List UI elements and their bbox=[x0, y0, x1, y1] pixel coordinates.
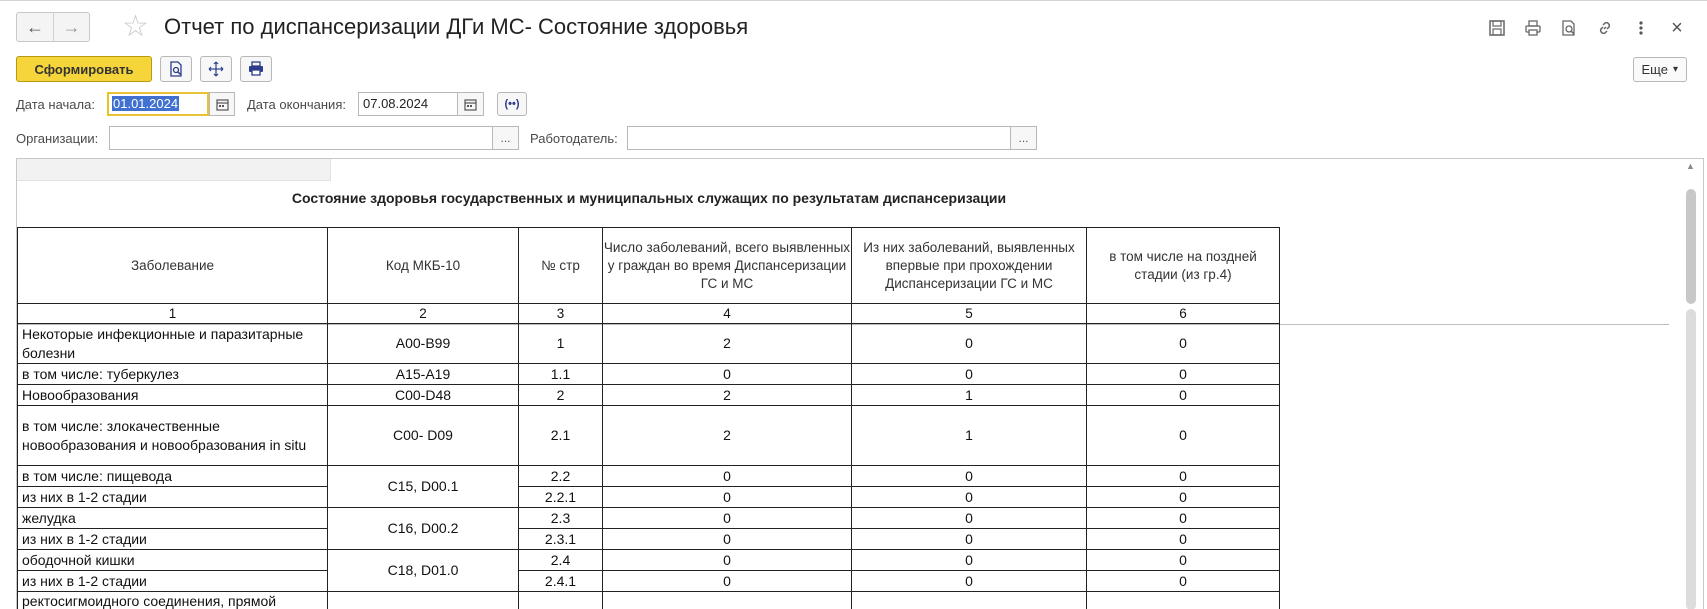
move-button[interactable] bbox=[200, 56, 232, 82]
disease-cell[interactable]: Новообразования bbox=[18, 385, 328, 406]
late-stage-cell[interactable]: 0 bbox=[1087, 529, 1280, 550]
organizations-label: Организации: bbox=[16, 131, 99, 146]
end-date-label: Дата окончания: bbox=[247, 97, 346, 112]
more-vertical-icon[interactable] bbox=[1627, 14, 1655, 42]
report-title: Состояние здоровья государственных и муниципальных служащих по результатам диспансеризации bbox=[291, 190, 1007, 206]
disease-cell[interactable]: в том числе: злокачественные новообразования и новообразования in situ bbox=[18, 406, 328, 466]
first-detected-cell[interactable]: 0 bbox=[852, 571, 1087, 592]
start-date-value: 01.01.2024 bbox=[113, 96, 179, 111]
disease-cell[interactable]: ректосигмоидного соединения, прямой bbox=[18, 592, 328, 609]
employer-select-button[interactable]: ... bbox=[1011, 126, 1037, 150]
forward-button[interactable]: → bbox=[53, 13, 89, 41]
row-number-cell[interactable]: 2.1 bbox=[519, 406, 603, 466]
total-cell[interactable]: 0 bbox=[603, 508, 852, 529]
header-late-stage: в том числе на поздней стадии (из гр.4) bbox=[1087, 228, 1280, 304]
header-disease: Заболевание bbox=[18, 228, 328, 304]
table-row bbox=[18, 324, 1280, 364]
first-detected-cell[interactable]: 1 bbox=[852, 385, 1087, 406]
icd-code-cell[interactable]: A00-B99 bbox=[328, 324, 519, 364]
report-spreadsheet[interactable] bbox=[16, 158, 1704, 609]
window-toolbar-icons bbox=[1483, 14, 1691, 42]
column-number: 4 bbox=[603, 304, 852, 324]
table-row bbox=[18, 487, 1280, 508]
move-arrows-icon bbox=[208, 61, 224, 77]
table-row bbox=[18, 571, 1280, 592]
column-number: 1 bbox=[18, 304, 328, 324]
table-row bbox=[18, 466, 1280, 487]
preview-icon[interactable] bbox=[1555, 14, 1583, 42]
first-detected-cell[interactable]: 0 bbox=[852, 550, 1087, 571]
total-cell[interactable]: 2 bbox=[603, 324, 852, 364]
header-first-detected: Из них заболеваний, выявленных впервые при прохождении Диспансеризации ГС и МС bbox=[852, 228, 1087, 304]
organizations-select-button[interactable]: ... bbox=[493, 126, 519, 150]
total-cell[interactable]: 2 bbox=[603, 385, 852, 406]
disease-cell[interactable]: ободочной кишки bbox=[18, 550, 328, 571]
column-number: 6 bbox=[1087, 304, 1280, 324]
icd-code-cell[interactable]: C00-D48 bbox=[328, 385, 519, 406]
late-stage-cell[interactable]: 0 bbox=[1087, 364, 1280, 385]
row-number-cell[interactable]: 1 bbox=[519, 324, 603, 364]
late-stage-cell[interactable]: 0 bbox=[1087, 487, 1280, 508]
column-number-row bbox=[18, 304, 1280, 324]
table-row bbox=[18, 508, 1280, 529]
find-button[interactable] bbox=[160, 56, 192, 82]
navigation-buttons bbox=[16, 12, 90, 42]
total-cell[interactable]: 0 bbox=[603, 364, 852, 385]
calendar-icon bbox=[464, 98, 477, 111]
favorite-star-icon[interactable]: ☆ bbox=[122, 10, 149, 43]
more-button[interactable] bbox=[1633, 57, 1687, 82]
window-top-border bbox=[0, 0, 1707, 1]
scrollbar-thumb[interactable] bbox=[1686, 189, 1696, 304]
icd-code-cell[interactable]: C18, D01.0 bbox=[328, 550, 519, 592]
total-cell[interactable]: 2 bbox=[603, 406, 852, 466]
first-detected-cell[interactable]: 1 bbox=[852, 406, 1087, 466]
select-period-button[interactable]: (••) bbox=[497, 92, 527, 116]
late-stage-cell[interactable]: 0 bbox=[1087, 550, 1280, 571]
end-date-field[interactable]: 07.08.2024 bbox=[358, 92, 458, 116]
disease-cell[interactable]: из них в 1-2 стадии bbox=[18, 571, 328, 592]
chevron-down-icon: ▾ bbox=[1672, 64, 1678, 75]
report-table bbox=[17, 227, 1280, 609]
icd-code-cell[interactable]: A15-A19 bbox=[328, 364, 519, 385]
close-icon[interactable]: × bbox=[1671, 16, 1683, 39]
row-number-cell[interactable]: 2.4 bbox=[519, 550, 603, 571]
header-row-number: № стр bbox=[519, 228, 603, 304]
scroll-up-arrow-icon[interactable]: ▲ bbox=[1686, 161, 1695, 171]
first-detected-cell[interactable]: 0 bbox=[852, 364, 1087, 385]
first-detected-cell[interactable]: 0 bbox=[852, 324, 1087, 364]
table-row bbox=[18, 592, 1280, 609]
print-icon[interactable] bbox=[1519, 14, 1547, 42]
organizations-field[interactable] bbox=[109, 126, 493, 150]
start-date-calendar-button[interactable] bbox=[209, 92, 235, 116]
row-number-cell[interactable]: 2.2.1 bbox=[519, 487, 603, 508]
vertical-scrollbar[interactable] bbox=[1681, 159, 1703, 609]
table-row bbox=[18, 406, 1280, 466]
late-stage-cell[interactable]: 0 bbox=[1087, 466, 1280, 487]
save-icon[interactable] bbox=[1483, 14, 1511, 42]
disease-cell[interactable]: желудка bbox=[18, 508, 328, 529]
more-label: Еще bbox=[1641, 62, 1668, 77]
icd-code-cell[interactable]: C16, D00.2 bbox=[328, 508, 519, 550]
first-detected-cell[interactable]: 0 bbox=[852, 466, 1087, 487]
first-detected-cell[interactable]: 0 bbox=[852, 487, 1087, 508]
total-cell[interactable]: 0 bbox=[603, 529, 852, 550]
end-date-calendar-button[interactable] bbox=[458, 92, 484, 116]
row-number-cell[interactable]: 2 bbox=[519, 385, 603, 406]
table-row bbox=[18, 550, 1280, 571]
header-total-diseases: Число заболеваний, всего выявленных у граждан во время Диспансеризации ГС и МС bbox=[603, 228, 852, 304]
first-detected-cell[interactable] bbox=[852, 592, 1087, 609]
print-button[interactable] bbox=[240, 56, 272, 82]
header-icd-code: Код МКБ-10 bbox=[328, 228, 519, 304]
spreadsheet-header-cell bbox=[17, 159, 331, 181]
row-number-cell[interactable]: 2.3.1 bbox=[519, 529, 603, 550]
total-cell[interactable]: 0 bbox=[603, 487, 852, 508]
start-date-field[interactable] bbox=[107, 92, 209, 116]
total-cell[interactable] bbox=[603, 592, 852, 609]
table-row bbox=[18, 364, 1280, 385]
disease-cell[interactable]: из них в 1-2 стадии bbox=[18, 529, 328, 550]
disease-cell[interactable]: в том числе: туберкулез bbox=[18, 364, 328, 385]
link-icon[interactable] bbox=[1591, 14, 1619, 42]
first-detected-cell[interactable]: 0 bbox=[852, 529, 1087, 550]
first-detected-cell[interactable]: 0 bbox=[852, 508, 1087, 529]
disease-cell[interactable]: из них в 1-2 стадии bbox=[18, 487, 328, 508]
row-number-cell[interactable]: 2.2 bbox=[519, 466, 603, 487]
disease-cell[interactable]: в том числе: пищевода bbox=[18, 466, 328, 487]
table-header-row bbox=[18, 228, 1280, 304]
row-number-cell[interactable] bbox=[519, 592, 603, 609]
start-date-label: Дата начала: bbox=[16, 97, 95, 112]
generate-report-button[interactable]: Сформировать bbox=[16, 56, 152, 82]
row-number-cell[interactable]: 2.3 bbox=[519, 508, 603, 529]
page-title: Отчет по диспансеризации ДГи МС- Состояние здоровья bbox=[164, 14, 749, 39]
late-stage-cell[interactable]: 0 bbox=[1087, 508, 1280, 529]
column-number: 5 bbox=[852, 304, 1087, 324]
employer-field[interactable] bbox=[627, 126, 1011, 150]
back-button[interactable]: ← bbox=[26, 16, 44, 37]
icd-code-cell[interactable]: C15, D00.1 bbox=[328, 466, 519, 508]
late-stage-cell[interactable]: 0 bbox=[1087, 385, 1280, 406]
printer-icon bbox=[248, 61, 264, 77]
total-cell[interactable]: 0 bbox=[603, 571, 852, 592]
row-number-cell[interactable]: 2.4.1 bbox=[519, 571, 603, 592]
late-stage-cell[interactable]: 0 bbox=[1087, 406, 1280, 466]
late-stage-cell[interactable]: 0 bbox=[1087, 324, 1280, 364]
icd-code-cell[interactable] bbox=[328, 592, 519, 609]
total-cell[interactable]: 0 bbox=[603, 550, 852, 571]
calendar-icon bbox=[216, 98, 229, 111]
table-row bbox=[18, 385, 1280, 406]
row-number-cell[interactable]: 1.1 bbox=[519, 364, 603, 385]
employer-label: Работодатель: bbox=[530, 131, 618, 146]
column-number: 2 bbox=[328, 304, 519, 324]
icd-code-cell[interactable]: C00- D09 bbox=[328, 406, 519, 466]
column-number: 3 bbox=[519, 304, 603, 324]
total-cell[interactable]: 0 bbox=[603, 466, 852, 487]
document-search-icon bbox=[168, 61, 184, 77]
late-stage-cell[interactable]: 0 bbox=[1087, 571, 1280, 592]
scrollbar-rail[interactable] bbox=[1686, 309, 1696, 609]
late-stage-cell[interactable] bbox=[1087, 592, 1280, 609]
table-row bbox=[18, 529, 1280, 550]
disease-cell[interactable]: Некоторые инфекционные и паразитарные болезни bbox=[18, 324, 328, 364]
